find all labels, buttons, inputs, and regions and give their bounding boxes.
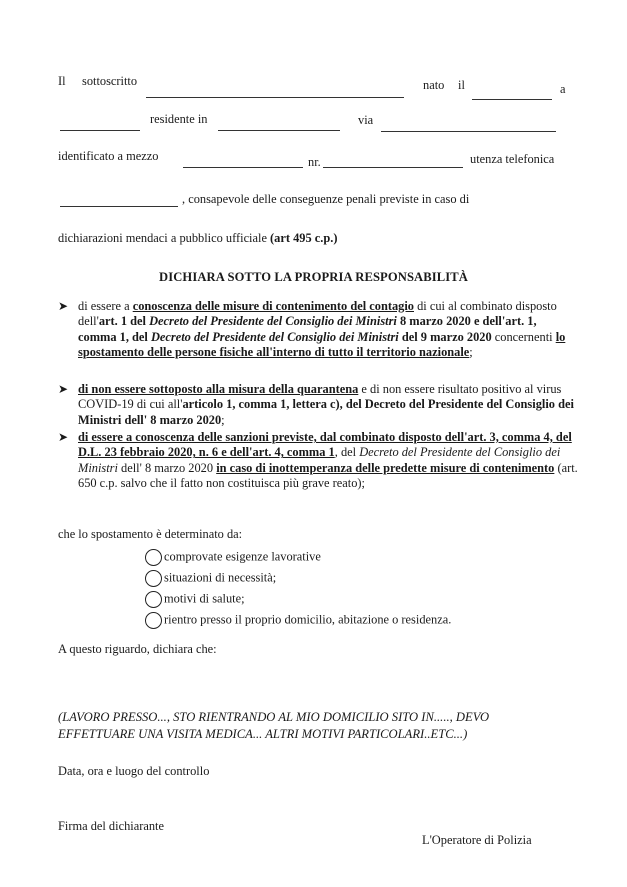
text-il-date: il [458,78,465,92]
text-operatore: L'Operatore di Polizia [422,833,532,847]
text-riguardo: A questo riguardo, dichiara che: [58,642,217,656]
text-spostamento: che lo spostamento è determinato da: [58,527,243,541]
b1-part: conoscenza delle misure di contenimento del contagio [132,299,414,313]
b2-part: e di non essere risultato positivo al virus COVID-19 di cui all' [78,382,562,412]
arrow-bullet-icon: ➤ [58,382,69,396]
bullet-sanzioni [58,430,578,491]
text-il: Il [58,74,66,88]
text-sottoscritto: sottoscritto [82,74,138,88]
b1-part: di cui al combinato disposto dell' [78,299,557,329]
text-residente-in: residente in [150,112,208,126]
b2-part: di non essere sottoposto alla misura della quarantena [78,382,359,396]
option-lavoro[interactable] [145,549,321,566]
b3-part: dell' 8 marzo 2020 [117,460,217,475]
option-label: situazioni di necessità; [164,570,277,585]
bullet-contenimento [58,299,578,360]
option-rientro[interactable] [145,612,451,629]
text-data-ora: Data, ora e luogo del controllo [58,764,210,778]
radio-circle-icon[interactable] [145,549,162,566]
text-dichiarazioni-mendaci: dichiarazioni mendaci a pubblico ufficiale [58,231,271,245]
birth-date-field-line[interactable] [472,99,552,100]
bullet-quarantena [58,382,578,428]
radio-circle-icon[interactable] [145,591,162,608]
text-nato: nato [423,78,445,92]
residence-field-line[interactable] [218,130,340,131]
arrow-bullet-icon: ➤ [58,430,69,444]
text-a: a [560,82,566,96]
example-line-2: EFFETTUARE UNA VISITA MEDICA... ALTRI MOTIVI PARTICOLARI..ETC...) [58,727,468,741]
example-line-1: (LAVORO PRESSO..., STO RIENTRANDO AL MIO DOMICILIO SITO IN....., DEVO [58,710,490,724]
b1-part: 8 marzo 2020 e dell'art. 1, comma 1, del [78,314,537,344]
b1-part: art. 1 del [98,314,150,329]
b3-part: , del [334,445,360,460]
b3-part: (art. 650 c.p. salvo che il fatto non costituisca più grave reato); [78,460,578,490]
phone-field-line[interactable] [60,206,178,207]
name-field-line[interactable] [146,97,404,98]
b2-part: ; [221,412,225,427]
b1-part: Decreto del Presidente del Consiglio dei Ministri [150,329,399,344]
section-heading: DICHIARA SOTTO LA PROPRIA RESPONSABILITÀ [159,270,468,284]
b3-part: in caso di inottemperanza delle predette misure di contenimento [216,460,555,475]
text-identificato: identificato a mezzo [58,149,159,163]
option-label: rientro presso il proprio domicilio, abitazione o residenza. [164,612,452,627]
b1-part: concernenti [491,329,556,344]
b2-part: articolo 1, comma 1, lettera c), del Decreto del Presidente del Consiglio dei Ministri dell' 8 marzo 2020 [78,397,574,427]
b1-part: ; [469,344,473,359]
birth-place-field-line[interactable] [60,130,140,131]
b3-part: Decreto del Presidente del Consiglio dei Ministri [78,445,561,475]
text-dichiarazioni [58,231,338,246]
b1-part: lo spostamento delle persone fisiche all'interno di tutto il territorio nazionale [78,329,566,359]
b1-part: del 9 marzo 2020 [398,329,492,344]
text-utenza: utenza telefonica [470,152,555,166]
text-nr: nr. [308,155,321,169]
arrow-bullet-icon: ➤ [58,299,69,313]
b1-part: Decreto del Presidente del Consiglio dei Ministri [149,314,397,329]
option-label: comprovate esigenze lavorative [164,549,321,564]
option-label: motivi di salute; [164,591,245,606]
text-consapevole: , consapevole delle conseguenze penali previste in caso di [182,192,470,206]
street-field-line[interactable] [381,131,556,132]
radio-circle-icon[interactable] [145,570,162,587]
text-firma: Firma del dichiarante [58,819,164,833]
b3-part: di essere a conoscenza delle sanzioni previste, dal combinato disposto dell'art. 3, comma 4, del D.L. 23 febbraio 2020, n. 6 e dell'art. 4, comma 1 [78,430,572,460]
option-salute[interactable] [145,591,245,608]
document-number-field-line[interactable] [323,167,463,168]
text-art495: (art 495 c.p.) [270,231,338,245]
b1-part: di essere a [78,299,133,313]
option-necessita[interactable] [145,570,276,587]
radio-circle-icon[interactable] [145,612,162,629]
text-via: via [358,113,374,127]
document-field-line[interactable] [183,167,303,168]
